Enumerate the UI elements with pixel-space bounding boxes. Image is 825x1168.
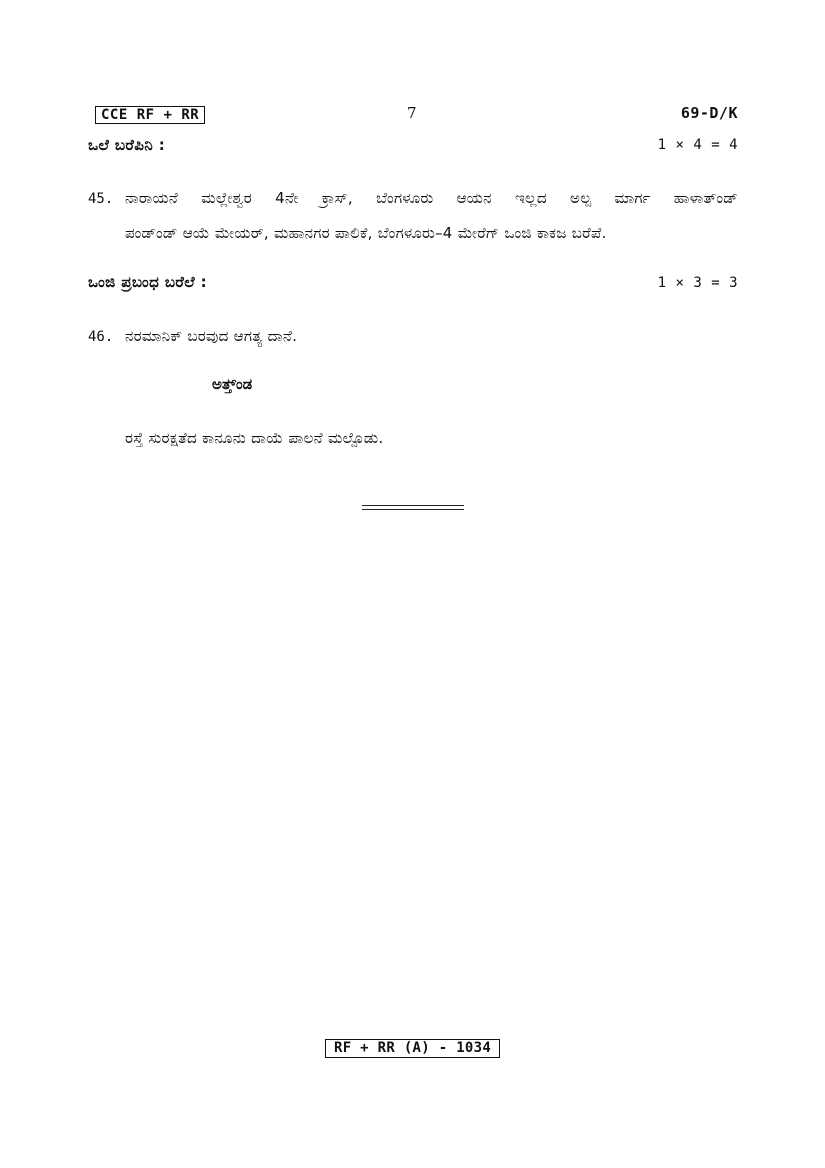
question-45-line-2: ಪಂಡ್ಂಡ್ ಆಯೆ ಮೇಯರ್, ಮಹಾನಗರ ಪಾಲಿಕೆ, ಬೆಂಗಳೂರು–4 ಮೇರೆಗ್ ಒಂಜಿ ಕಾಕಜ ಬರೆಪೆ. bbox=[125, 224, 607, 242]
exam-code-label: CCE RF + RR bbox=[95, 106, 205, 124]
essay-section-heading: ಒಂಜಿ ಪ್ರಬಂಧ ಬರೆಲೆ : bbox=[88, 273, 208, 291]
letter-section-heading: ಒಲೆ ಬರೆಪಿನಿ : bbox=[88, 136, 166, 154]
essay-option-1: ನರಮಾನಿಕ್ ಬರವುದ ಆಗತ್ಯ ದಾನೆ. bbox=[125, 327, 298, 345]
question-number-45: 45. bbox=[88, 191, 114, 207]
page-number: 7 bbox=[407, 104, 417, 122]
footer-code: RF + RR (A) - 1034 bbox=[325, 1039, 500, 1058]
essay-section-marks: 1 × 3 = 3 bbox=[657, 275, 738, 291]
or-label: ಅತ್ತ್ಂಡ bbox=[212, 375, 253, 393]
essay-option-2: ರಸ್ತೆ ಸುರಕ್ಷತೆದ ಕಾನೂನು ದಾಯೆ ಪಾಲನೆ ಮಲ್ಪೊಡು. bbox=[125, 429, 384, 447]
end-rule-top bbox=[362, 505, 464, 506]
letter-section-marks: 1 × 4 = 4 bbox=[657, 137, 738, 153]
paper-code: 69-D/K bbox=[680, 104, 738, 122]
question-45-line-1: ನಾರಾಯನೆ ಮಲ್ಲೇಶ್ವರ 4ನೇ ಕ್ರಾಸ್, ಬೆಂಗಳೂರು ಆಯನ ಇಲ್ಲದ ಅಲ್ಪ ಮಾರ್ಗ ಹಾಳಾತ್ಂಡ್ bbox=[125, 189, 738, 207]
end-rule-bottom bbox=[362, 509, 464, 510]
question-number-46: 46. bbox=[88, 329, 114, 345]
